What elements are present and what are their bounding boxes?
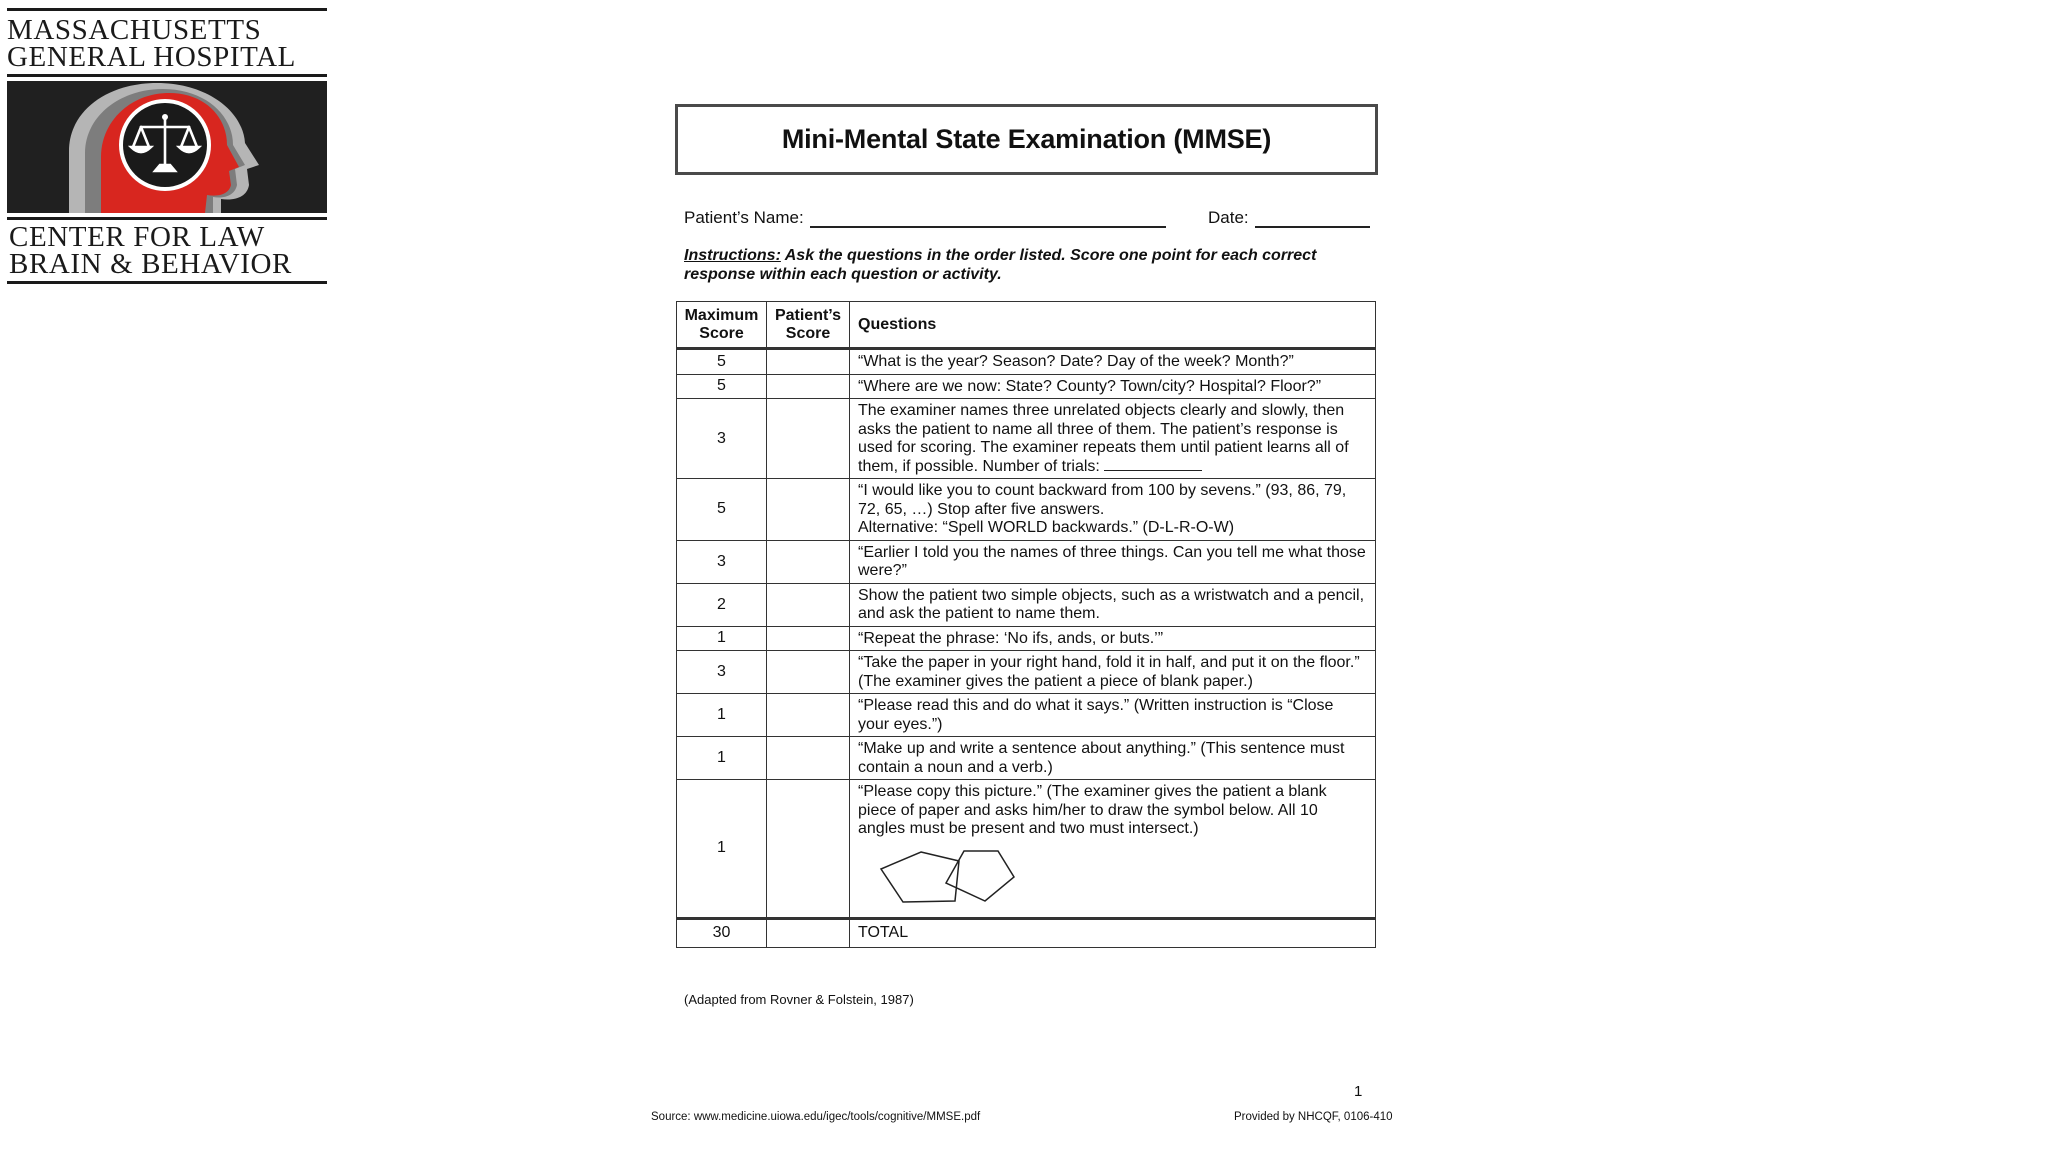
logo-line-massachusetts: MASSACHUSETTS <box>7 14 262 46</box>
patient-name-line <box>810 212 1166 228</box>
mgh-logo <box>7 8 327 284</box>
max-score: 5 <box>677 479 767 541</box>
question-text: “Where are we now: State? County? Town/city? Hospital? Floor?” <box>850 374 1376 399</box>
question-cell <box>850 399 1376 479</box>
question-text: “What is the year? Season? Date? Day of the week? Month?” <box>850 349 1376 375</box>
patient-score-cell[interactable] <box>767 374 850 399</box>
header-questions: Questions <box>850 302 1376 349</box>
patient-score-cell[interactable] <box>767 737 850 780</box>
mmse-table <box>676 301 1376 948</box>
scales-of-justice-icon <box>7 81 327 213</box>
patient-score-cell[interactable] <box>767 651 850 694</box>
header-patient-score <box>767 302 850 349</box>
question-text: The examiner names three unrelated objects clearly and slowly, then asks the patient to name all three of them. The patient’s response is used for scoring. The examiner repeats them until patient learns all of them, if possible. Number of trials: <box>858 402 1349 475</box>
header-max-line2: Score <box>699 324 744 342</box>
page-title: Mini-Mental State Examination (MMSE) <box>781 124 1272 154</box>
header-maximum-score <box>677 302 767 349</box>
header-max-line1: Maximum <box>684 306 759 324</box>
instructions-lead: Instructions: <box>684 247 781 264</box>
date-field <box>1208 208 1370 228</box>
table-row <box>677 694 1376 737</box>
question-text: “Take the paper in your right hand, fold it in half, and put it on the floor.” (The examiner gives the patient a piece of blank paper.) <box>850 651 1376 694</box>
question-alternative: Alternative: “Spell WORLD backwards.” (D-L-R-O-W) <box>858 519 1235 536</box>
question-text: “Please read this and do what it says.” (Written instruction is “Close your eyes.”) <box>850 694 1376 737</box>
patient-score-cell[interactable] <box>767 479 850 541</box>
question-text: “Please copy this picture.” (The examiner gives the patient a blank piece of paper and asks him/her to draw the symbol below. All 10 angles must be present and two must intersect.) <box>858 783 1327 837</box>
instructions-text: Ask the questions in the order listed. Score one point for each correct response within each question or activity. <box>684 247 1317 283</box>
patient-score-cell[interactable] <box>767 626 850 651</box>
question-cell <box>850 479 1376 541</box>
page-number: 1 <box>1354 1083 1363 1100</box>
header-patient-line1: Patient’s <box>774 306 842 324</box>
table-row <box>677 374 1376 399</box>
patient-score-cell[interactable] <box>767 780 850 919</box>
table-row <box>677 737 1376 780</box>
intersecting-pentagons-figure <box>876 847 1036 907</box>
footer-provided-by: Provided by NHCQF, 0106-410 <box>1234 1111 1393 1123</box>
table-row <box>677 651 1376 694</box>
total-patient-score-cell[interactable] <box>767 918 850 947</box>
patient-score-cell[interactable] <box>767 399 850 479</box>
logo-line-center-for-law: CENTER FOR LAW <box>9 221 265 253</box>
footer-source: Source: www.medicine.uiowa.edu/igec/tools/cognitive/MMSE.pdf <box>651 1111 981 1123</box>
logo-line-brain-behavior: BRAIN & BEHAVIOR <box>9 248 292 280</box>
patient-name-field <box>684 208 1166 228</box>
max-score: 5 <box>677 349 767 375</box>
table-row <box>677 540 1376 583</box>
logo-rule-bottom <box>7 281 327 284</box>
date-label: Date: <box>1208 208 1249 227</box>
total-max-score: 30 <box>677 918 767 947</box>
max-score: 1 <box>677 694 767 737</box>
max-score: 3 <box>677 540 767 583</box>
max-score: 1 <box>677 780 767 919</box>
patient-name-label: Patient’s Name: <box>684 208 804 227</box>
table-row <box>677 479 1376 541</box>
question-cell <box>850 780 1376 919</box>
max-score: 2 <box>677 583 767 626</box>
table-row <box>677 626 1376 651</box>
max-score: 5 <box>677 374 767 399</box>
logo-rule-mid <box>7 74 327 77</box>
table-row <box>677 583 1376 626</box>
patient-score-cell[interactable] <box>767 349 850 375</box>
question-text: Show the patient two simple objects, such as a wristwatch and a pencil, and ask the patient to name them. <box>850 583 1376 626</box>
table-row <box>677 780 1376 919</box>
max-score: 3 <box>677 399 767 479</box>
max-score: 3 <box>677 651 767 694</box>
logo-line-general-hospital: GENERAL HOSPITAL <box>7 41 296 73</box>
header-patient-line2: Score <box>785 324 831 342</box>
question-text: “Repeat the phrase: ‘No ifs, ands, or buts.’” <box>850 626 1376 651</box>
question-text: “Make up and write a sentence about anything.” (This sentence must contain a noun and a verb.) <box>850 737 1376 780</box>
logo-brand-top <box>7 11 327 74</box>
table-header-row <box>677 302 1376 349</box>
logo-brand-bottom <box>7 220 327 281</box>
total-row <box>677 918 1376 947</box>
instructions <box>684 246 1364 284</box>
table-row <box>677 399 1376 479</box>
max-score: 1 <box>677 626 767 651</box>
question-text: “Earlier I told you the names of three things. Can you tell me what those were?” <box>850 540 1376 583</box>
trials-blank-line <box>1104 459 1202 471</box>
date-line <box>1255 212 1370 228</box>
citation: (Adapted from Rovner & Folstein, 1987) <box>684 992 914 1007</box>
total-label: TOTAL <box>850 918 1376 947</box>
max-score: 1 <box>677 737 767 780</box>
patient-score-cell[interactable] <box>767 540 850 583</box>
patient-score-cell[interactable] <box>767 694 850 737</box>
patient-score-cell[interactable] <box>767 583 850 626</box>
table-row <box>677 349 1376 375</box>
question-text: “I would like you to count backward from 100 by sevens.” (93, 86, 79, 72, 65, …) Stop after five answers. <box>858 482 1347 518</box>
title-box <box>675 104 1378 175</box>
